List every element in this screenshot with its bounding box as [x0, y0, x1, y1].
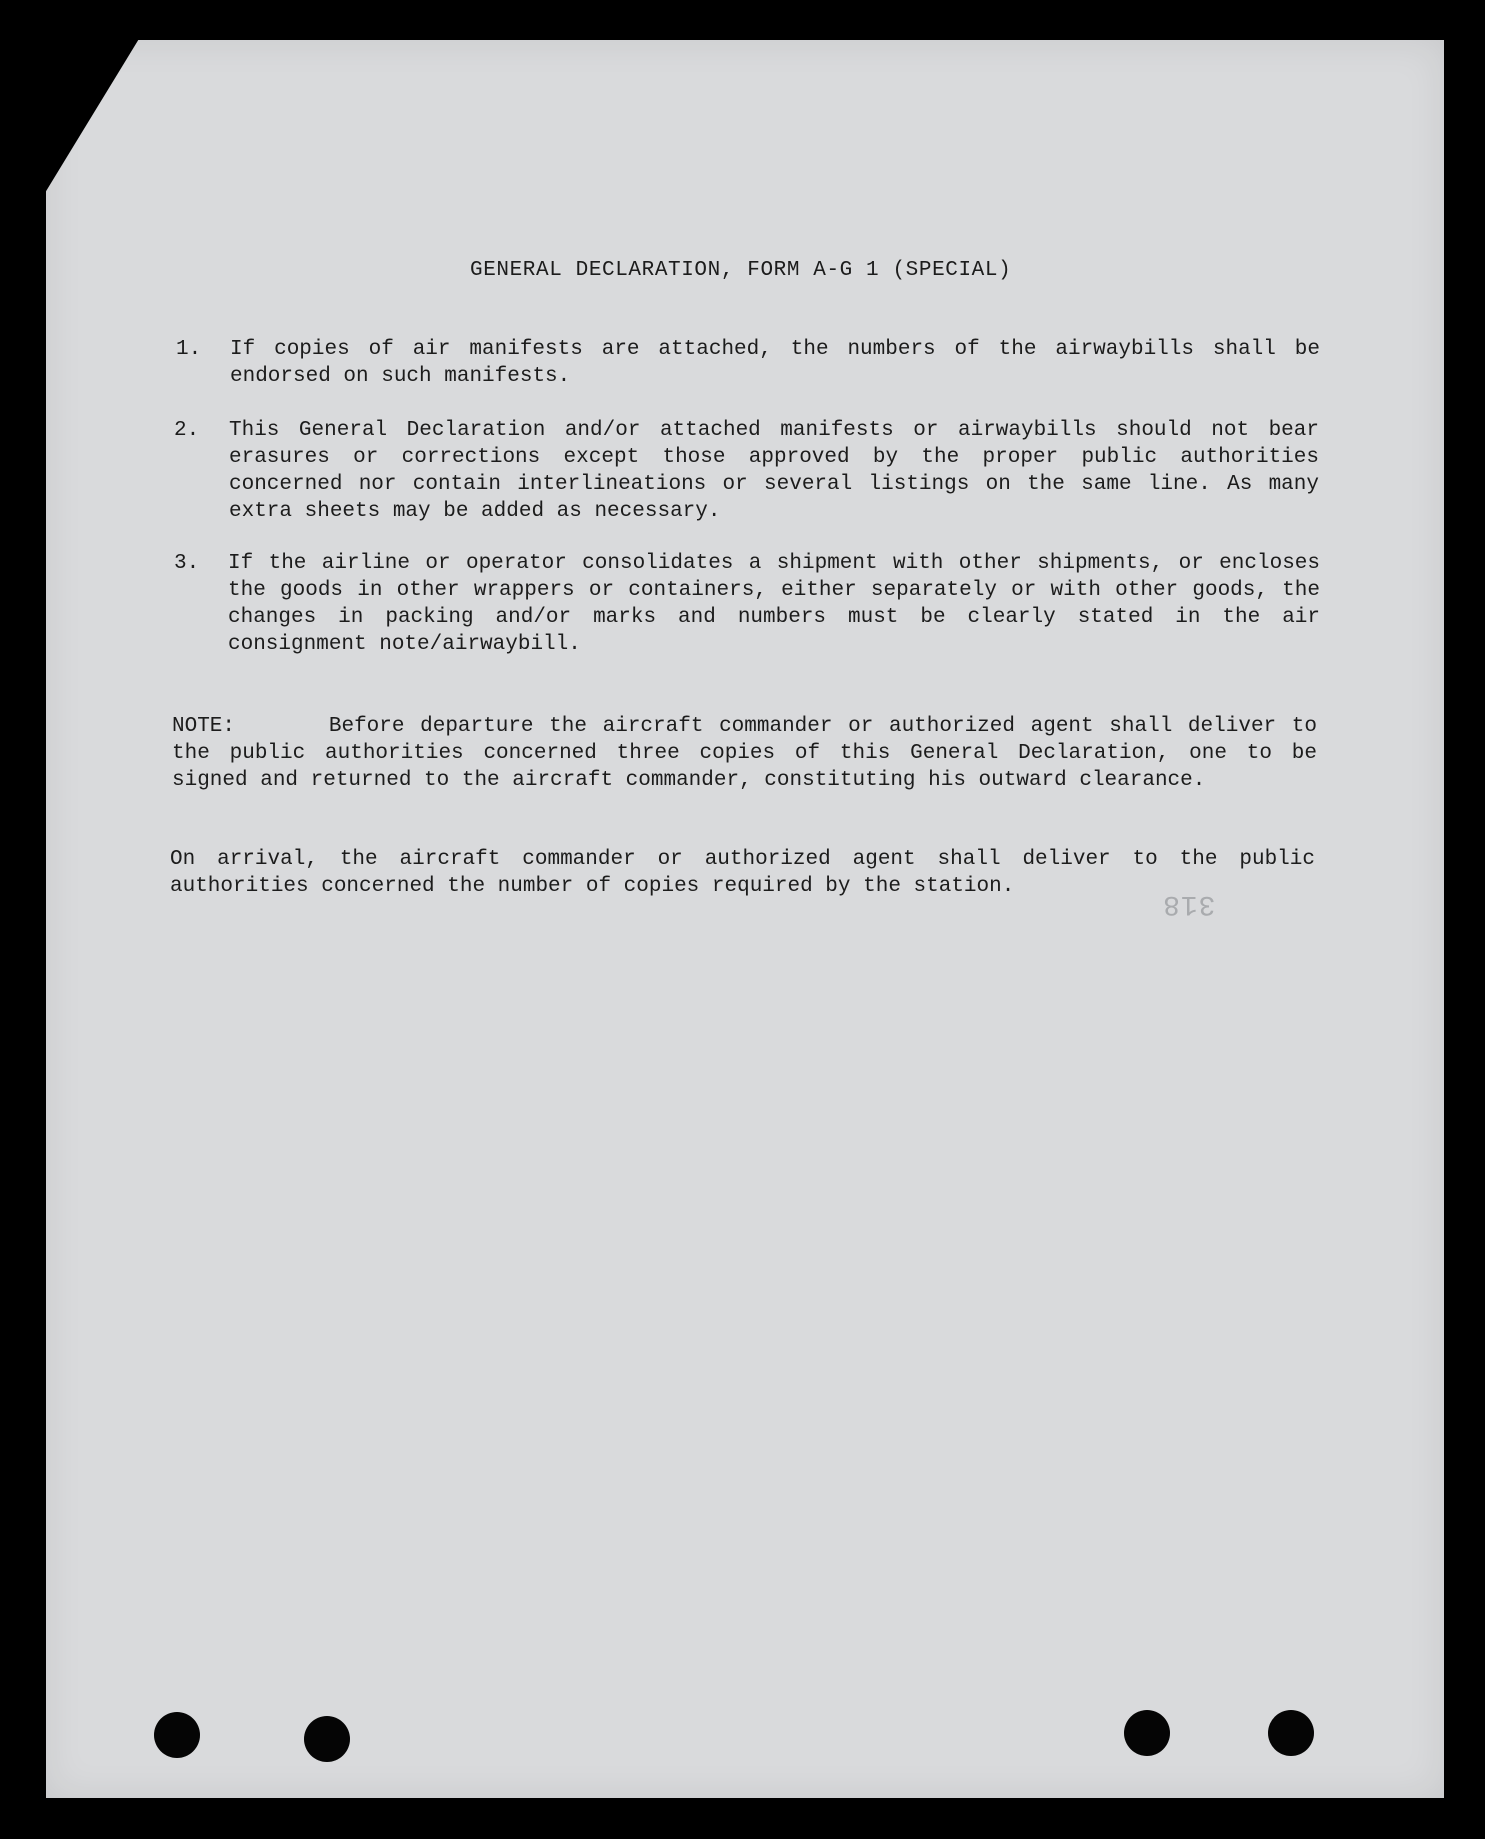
note-label: NOTE: — [172, 715, 236, 738]
punch-hole — [154, 1712, 200, 1758]
punch-hole — [1124, 1710, 1170, 1756]
list-item: If the airline or operator consolidates a shipment with other shipments, or encloses the goods in other wrappers or containers, either separately or with other goods, the changes in packing and/or marks and numbers must be clearly stated in the air consignment note/airwaybill. — [228, 552, 1320, 656]
list-item: If copies of air manifests are attached, the numbers of the airwaybills shall be endorsed on such manifests. — [230, 338, 1320, 388]
list-item: This General Declaration and/or attached manifests or airwaybills should not bear erasures or corrections except those approved by the proper public authorities concerned nor contain interlineations or several listings on the same line. As many extra sheets may be added as necessary. — [229, 419, 1319, 523]
note-text: Before departure the aircraft commander or authorized agent shall deliver to the public authorities concerned three copies of this General Declaration, one to be signed and returned to the aircraft commander, constituting his outward clearance. — [172, 715, 1317, 792]
faint-stamp: 318 — [1162, 888, 1216, 919]
arrival-paragraph: On arrival, the aircraft commander or authorized agent shall deliver to the public authorities concerned the number of copies required by the station. — [170, 848, 1315, 898]
punch-hole — [1268, 1710, 1314, 1756]
punch-hole — [304, 1716, 350, 1762]
page-title: GENERAL DECLARATION, FORM A-G 1 (SPECIAL) — [470, 259, 1012, 282]
item-number: 2. — [174, 419, 200, 442]
note-paragraph — [172, 713, 1317, 794]
paper-sheet — [46, 40, 1444, 1798]
item-number: 1. — [176, 338, 202, 361]
item-number: 3. — [174, 552, 200, 575]
